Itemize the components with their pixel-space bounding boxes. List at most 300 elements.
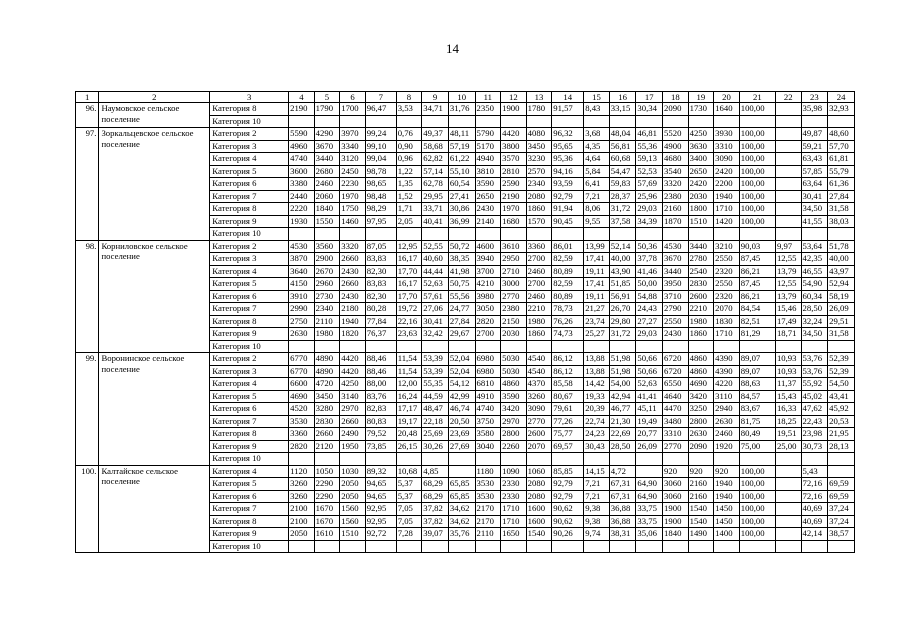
- value-cell: [609, 115, 636, 128]
- value-cell: 31,72: [609, 203, 636, 216]
- value-cell: 1860: [688, 328, 714, 341]
- value-cell: 45,02: [801, 390, 828, 403]
- value-cell: 57,69: [636, 178, 663, 191]
- value-cell: 61,81: [828, 153, 855, 166]
- value-cell: 1450: [714, 503, 740, 516]
- data-table: [75, 91, 855, 553]
- value-cell: 92,72: [365, 528, 396, 541]
- value-cell: 2180: [340, 303, 366, 316]
- value-cell: [448, 115, 475, 128]
- value-cell: 1940: [714, 490, 740, 503]
- value-cell: 3940: [475, 253, 501, 266]
- value-cell: [636, 453, 663, 466]
- value-cell: 3,68: [584, 128, 610, 141]
- value-cell: 2700: [475, 328, 501, 341]
- value-cell: 58,68: [422, 140, 449, 153]
- value-cell: 35,76: [448, 528, 475, 541]
- value-cell: 3400: [688, 153, 714, 166]
- value-cell: 99,04: [365, 153, 396, 166]
- value-cell: 40,00: [828, 253, 855, 266]
- header-cell: 1: [76, 92, 99, 103]
- value-cell: 55,92: [801, 378, 828, 391]
- value-cell: 2650: [475, 190, 501, 203]
- value-cell: 48,60: [828, 128, 855, 141]
- category-cell: Категория 4: [210, 265, 289, 278]
- value-cell: 1640: [714, 103, 740, 116]
- value-cell: 2220: [289, 203, 315, 216]
- value-cell: [526, 115, 552, 128]
- value-cell: 29,95: [422, 190, 449, 203]
- value-cell: 69,57: [552, 440, 584, 453]
- value-cell: [314, 228, 340, 241]
- value-cell: 19,17: [396, 415, 422, 428]
- value-cell: 2900: [314, 253, 340, 266]
- value-cell: 2430: [475, 203, 501, 216]
- value-cell: 1560: [340, 515, 366, 528]
- value-cell: [828, 540, 855, 553]
- value-cell: 62,82: [422, 153, 449, 166]
- value-cell: 34,62: [448, 503, 475, 516]
- value-cell: 34,50: [801, 203, 828, 216]
- value-cell: 12,55: [775, 278, 801, 291]
- value-cell: 19,11: [584, 290, 610, 303]
- category-cell: Категория 8: [210, 315, 289, 328]
- value-cell: 94,16: [552, 165, 584, 178]
- value-cell: 41,41: [636, 390, 663, 403]
- value-cell: 1540: [526, 528, 552, 541]
- value-cell: 30,34: [636, 103, 663, 116]
- value-cell: 54,47: [609, 165, 636, 178]
- value-cell: 2820: [475, 315, 501, 328]
- value-cell: 5,37: [396, 478, 422, 491]
- value-cell: 18,71: [775, 328, 801, 341]
- value-cell: 1860: [526, 203, 552, 216]
- value-cell: 4740: [289, 153, 315, 166]
- value-cell: 2050: [340, 478, 366, 491]
- value-cell: 2320: [714, 265, 740, 278]
- value-cell: 86,21: [739, 265, 775, 278]
- value-cell: 4150: [289, 278, 315, 291]
- value-cell: 46,74: [448, 403, 475, 416]
- value-cell: 13,99: [584, 240, 610, 253]
- value-cell: 2970: [340, 403, 366, 416]
- value-cell: [739, 115, 775, 128]
- value-cell: [775, 340, 801, 353]
- value-cell: 34,39: [636, 215, 663, 228]
- category-cell: Категория 10: [210, 540, 289, 553]
- value-cell: 2,05: [396, 215, 422, 228]
- value-cell: 23,69: [448, 428, 475, 441]
- value-cell: [775, 178, 801, 191]
- value-cell: 57,61: [422, 290, 449, 303]
- value-cell: 63,43: [801, 153, 828, 166]
- value-cell: 2680: [314, 165, 340, 178]
- header-cell: 21: [739, 92, 775, 103]
- value-cell: 59,21: [801, 140, 828, 153]
- value-cell: 57,70: [828, 140, 855, 153]
- value-cell: 27,27: [636, 315, 663, 328]
- value-cell: 2540: [688, 265, 714, 278]
- value-cell: 4520: [289, 403, 315, 416]
- value-cell: 24,43: [636, 303, 663, 316]
- value-cell: 1670: [314, 503, 340, 516]
- value-cell: 1540: [688, 503, 714, 516]
- value-cell: 2030: [688, 190, 714, 203]
- value-cell: 27,69: [448, 440, 475, 453]
- table-row: [76, 103, 855, 116]
- header-cell: 23: [801, 92, 828, 103]
- header-cell: 2: [99, 92, 210, 103]
- value-cell: 22,74: [584, 415, 610, 428]
- category-cell: Категория 3: [210, 140, 289, 153]
- value-cell: 95,65: [552, 140, 584, 153]
- value-cell: 79,52: [365, 428, 396, 441]
- value-cell: 3260: [289, 490, 315, 503]
- value-cell: 1710: [501, 503, 527, 516]
- value-cell: [396, 340, 422, 353]
- value-cell: 98,78: [365, 165, 396, 178]
- value-cell: [714, 115, 740, 128]
- table-row: [76, 465, 855, 478]
- value-cell: 2730: [314, 290, 340, 303]
- value-cell: [552, 340, 584, 353]
- category-cell: Категория 2: [210, 240, 289, 253]
- value-cell: 2060: [314, 190, 340, 203]
- value-cell: 82,30: [365, 265, 396, 278]
- value-cell: 31,58: [828, 328, 855, 341]
- value-cell: 14,42: [584, 378, 610, 391]
- value-cell: 1670: [314, 515, 340, 528]
- value-cell: [526, 228, 552, 241]
- value-cell: 1420: [714, 215, 740, 228]
- value-cell: 1,22: [396, 165, 422, 178]
- value-cell: 2990: [289, 303, 315, 316]
- category-cell: Категория 4: [210, 378, 289, 391]
- value-cell: 3090: [526, 403, 552, 416]
- header-cell: 5: [314, 92, 340, 103]
- value-cell: 61,36: [828, 178, 855, 191]
- value-cell: 4290: [314, 128, 340, 141]
- value-cell: 40,41: [422, 215, 449, 228]
- value-cell: [365, 340, 396, 353]
- value-cell: 53,64: [801, 240, 828, 253]
- value-cell: 80,67: [552, 390, 584, 403]
- value-cell: 3670: [314, 140, 340, 153]
- category-cell: Категория 9: [210, 328, 289, 341]
- value-cell: 40,60: [422, 253, 449, 266]
- value-cell: 1950: [340, 440, 366, 453]
- value-cell: [636, 340, 663, 353]
- value-cell: 2330: [501, 490, 527, 503]
- value-cell: 67,31: [609, 490, 636, 503]
- value-cell: [314, 540, 340, 553]
- value-cell: 34,50: [801, 328, 828, 341]
- value-cell: 1940: [714, 190, 740, 203]
- value-cell: [448, 465, 475, 478]
- value-cell: 3980: [475, 290, 501, 303]
- value-cell: [552, 228, 584, 241]
- value-cell: [828, 465, 855, 478]
- value-cell: 2150: [501, 315, 527, 328]
- value-cell: 4420: [501, 128, 527, 141]
- value-cell: [739, 340, 775, 353]
- category-cell: Категория 3: [210, 253, 289, 266]
- value-cell: 77,84: [365, 315, 396, 328]
- value-cell: 9,97: [775, 240, 801, 253]
- value-cell: 2800: [688, 415, 714, 428]
- value-cell: 26,09: [636, 440, 663, 453]
- category-cell: Категория 8: [210, 103, 289, 116]
- value-cell: [775, 228, 801, 241]
- value-cell: 3060: [663, 478, 689, 491]
- value-cell: 4740: [475, 403, 501, 416]
- value-cell: 90,26: [552, 528, 584, 541]
- value-cell: 59,13: [636, 153, 663, 166]
- value-cell: [688, 453, 714, 466]
- value-cell: 25,00: [775, 440, 801, 453]
- value-cell: 90,45: [552, 215, 584, 228]
- value-cell: 4390: [714, 353, 740, 366]
- value-cell: 86,12: [552, 365, 584, 378]
- value-cell: 1550: [314, 215, 340, 228]
- header-row: [76, 92, 855, 103]
- value-cell: 1030: [340, 465, 366, 478]
- value-cell: 2460: [526, 265, 552, 278]
- value-cell: 3450: [526, 140, 552, 153]
- value-cell: 3310: [663, 428, 689, 441]
- value-cell: 20,48: [396, 428, 422, 441]
- value-cell: 5170: [475, 140, 501, 153]
- value-cell: 3670: [663, 253, 689, 266]
- value-cell: 44,44: [422, 265, 449, 278]
- value-cell: [739, 228, 775, 241]
- value-cell: [714, 540, 740, 553]
- value-cell: [801, 228, 828, 241]
- value-cell: 48,47: [422, 403, 449, 416]
- value-cell: 8,06: [584, 203, 610, 216]
- settlement-name: Воронинское сельское поселение: [99, 353, 210, 466]
- value-cell: 100,00: [739, 178, 775, 191]
- value-cell: 3,53: [396, 103, 422, 116]
- value-cell: [688, 228, 714, 241]
- value-cell: 46,77: [609, 403, 636, 416]
- value-cell: 2630: [688, 428, 714, 441]
- value-cell: 95,36: [552, 153, 584, 166]
- value-cell: 4250: [688, 128, 714, 141]
- value-cell: 60,54: [448, 178, 475, 191]
- value-cell: [422, 340, 449, 353]
- value-cell: 3910: [289, 290, 315, 303]
- value-cell: 3120: [340, 153, 366, 166]
- value-cell: 2700: [526, 253, 552, 266]
- value-cell: 10,93: [775, 365, 801, 378]
- value-cell: [636, 115, 663, 128]
- value-cell: 63,64: [801, 178, 828, 191]
- value-cell: 3630: [688, 140, 714, 153]
- value-cell: 29,03: [636, 328, 663, 341]
- value-cell: 97,95: [365, 215, 396, 228]
- value-cell: 9,38: [584, 515, 610, 528]
- value-cell: [396, 540, 422, 553]
- value-cell: 2630: [289, 328, 315, 341]
- value-cell: 2970: [501, 415, 527, 428]
- value-cell: 1970: [340, 190, 366, 203]
- value-cell: 2230: [340, 178, 366, 191]
- value-cell: 37,24: [828, 515, 855, 528]
- value-cell: [501, 340, 527, 353]
- category-cell: Категория 7: [210, 190, 289, 203]
- value-cell: [663, 115, 689, 128]
- value-cell: 81,29: [739, 328, 775, 341]
- category-cell: Категория 6: [210, 403, 289, 416]
- value-cell: 3970: [340, 128, 366, 141]
- value-cell: 19,49: [636, 415, 663, 428]
- value-cell: 78,73: [552, 303, 584, 316]
- category-cell: Категория 9: [210, 215, 289, 228]
- value-cell: 69,59: [828, 490, 855, 503]
- value-cell: 2190: [289, 103, 315, 116]
- value-cell: 87,45: [739, 278, 775, 291]
- value-cell: [775, 465, 801, 478]
- value-cell: 55,35: [422, 378, 449, 391]
- value-cell: [609, 453, 636, 466]
- value-cell: 48,04: [609, 128, 636, 141]
- value-cell: 3090: [714, 153, 740, 166]
- header-cell: 18: [663, 92, 689, 103]
- value-cell: [584, 453, 610, 466]
- value-cell: 82,83: [365, 403, 396, 416]
- value-cell: [775, 190, 801, 203]
- value-cell: [714, 340, 740, 353]
- value-cell: 1460: [340, 215, 366, 228]
- value-cell: 1120: [289, 465, 315, 478]
- value-cell: 82,30: [365, 290, 396, 303]
- value-cell: 65,85: [448, 478, 475, 491]
- value-cell: 3110: [714, 390, 740, 403]
- value-cell: 37,24: [828, 503, 855, 516]
- value-cell: 59,83: [609, 178, 636, 191]
- value-cell: 56,81: [609, 140, 636, 153]
- value-cell: [828, 115, 855, 128]
- value-cell: 75,77: [552, 428, 584, 441]
- value-cell: 3380: [289, 178, 315, 191]
- category-cell: Категория 5: [210, 390, 289, 403]
- value-cell: 55,56: [448, 290, 475, 303]
- value-cell: 2430: [340, 265, 366, 278]
- value-cell: 2160: [663, 203, 689, 216]
- value-cell: 29,51: [828, 315, 855, 328]
- settlement-name: Калтайское сельское поселение: [99, 465, 210, 553]
- value-cell: [340, 228, 366, 241]
- value-cell: [501, 228, 527, 241]
- value-cell: 3440: [314, 153, 340, 166]
- category-cell: Категория 8: [210, 203, 289, 216]
- value-cell: [289, 340, 315, 353]
- value-cell: 19,33: [584, 390, 610, 403]
- value-cell: 4690: [289, 390, 315, 403]
- value-cell: 31,58: [828, 203, 855, 216]
- value-cell: [714, 228, 740, 241]
- value-cell: 21,27: [584, 303, 610, 316]
- value-cell: 20,39: [584, 403, 610, 416]
- value-cell: 64,90: [636, 490, 663, 503]
- value-cell: 2170: [475, 515, 501, 528]
- value-cell: 35,98: [801, 103, 828, 116]
- value-cell: 100,00: [739, 140, 775, 153]
- value-cell: 31,76: [448, 103, 475, 116]
- value-cell: 65,85: [448, 490, 475, 503]
- value-cell: 9,74: [584, 528, 610, 541]
- value-cell: 2080: [526, 490, 552, 503]
- value-cell: 1450: [714, 515, 740, 528]
- value-cell: 52,63: [422, 278, 449, 291]
- value-cell: 38,57: [828, 528, 855, 541]
- value-cell: 7,21: [584, 490, 610, 503]
- value-cell: 4530: [289, 240, 315, 253]
- value-cell: 55,10: [448, 165, 475, 178]
- value-cell: 3140: [340, 390, 366, 403]
- value-cell: [663, 453, 689, 466]
- value-cell: 14,15: [584, 465, 610, 478]
- value-cell: [775, 128, 801, 141]
- value-cell: 43,41: [828, 390, 855, 403]
- value-cell: 50,00: [636, 278, 663, 291]
- value-cell: 90,62: [552, 503, 584, 516]
- value-cell: 2550: [714, 253, 740, 266]
- value-cell: 1050: [314, 465, 340, 478]
- value-cell: 4540: [526, 365, 552, 378]
- value-cell: 98,29: [365, 203, 396, 216]
- header-cell: 13: [526, 92, 552, 103]
- value-cell: 28,50: [609, 440, 636, 453]
- value-cell: 4900: [663, 140, 689, 153]
- value-cell: [609, 540, 636, 553]
- value-cell: [340, 115, 366, 128]
- value-cell: 3610: [501, 240, 527, 253]
- value-cell: 23,98: [801, 428, 828, 441]
- value-cell: 3530: [289, 415, 315, 428]
- value-cell: 2260: [501, 440, 527, 453]
- value-cell: 15,46: [775, 303, 801, 316]
- value-cell: 42,99: [448, 390, 475, 403]
- value-cell: 42,35: [801, 253, 828, 266]
- value-cell: [314, 453, 340, 466]
- value-cell: 30,86: [448, 203, 475, 216]
- value-cell: 68,29: [422, 490, 449, 503]
- value-cell: 23,74: [584, 315, 610, 328]
- value-cell: 2940: [714, 403, 740, 416]
- value-cell: 4530: [663, 240, 689, 253]
- value-cell: [663, 540, 689, 553]
- value-cell: 72,16: [801, 478, 828, 491]
- value-cell: 1900: [663, 503, 689, 516]
- value-cell: [526, 340, 552, 353]
- value-cell: 5030: [501, 365, 527, 378]
- value-cell: [365, 228, 396, 241]
- category-cell: Категория 9: [210, 440, 289, 453]
- value-cell: 1060: [526, 465, 552, 478]
- header-cell: 14: [552, 92, 584, 103]
- value-cell: 68,29: [422, 478, 449, 491]
- value-cell: 47,62: [801, 403, 828, 416]
- value-cell: [448, 228, 475, 241]
- value-cell: 82,59: [552, 253, 584, 266]
- value-cell: 48,11: [448, 128, 475, 141]
- table-row: [76, 128, 855, 141]
- value-cell: 42,94: [609, 390, 636, 403]
- value-cell: 52,39: [828, 365, 855, 378]
- value-cell: 2490: [340, 428, 366, 441]
